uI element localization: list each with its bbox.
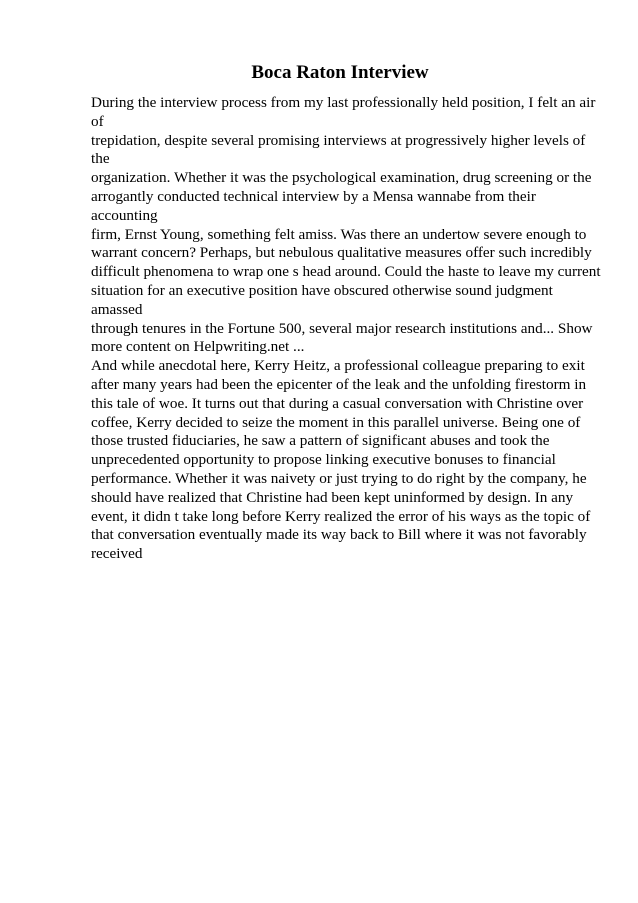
paragraph-1: During the interview process from my last professionally held position, I felt an air of trepidation, despite several promising interviews at progressively higher levels of the organization. Whether it was the psychological examination, drug screening or the arrogantly conducted technical interview by a Mensa wannabe from their accounting firm, Ernst Young, something felt amiss. Was there an undertow severe enough to warrant concern? Perhaps, but nebulous qualitative measures offer such incredibly difficult phenomena to wrap one s head around. Could the haste to leave my current situation for an executive position have obscured otherwise sound judgment amassed through tenures in the Fortune 500, several major research institutions and... Show more content on Helpwriting.net ...	[91, 94, 601, 356]
paragraph-2: And while anecdotal here, Kerry Heitz, a professional colleague preparing to exit after many years had been the epicenter of the leak and the unfolding firestorm in this tale of woe. It turns out that during a casual conversation with Christine over coffee, Kerry decided to seize the moment in this parallel universe. Being one of those trusted fiduciaries, he saw a pattern of significant abuses and took the unprecedented opportunity to propose linking executive bonuses to financial performance. Whether it was naivety or just trying to do right by the company, he should have realized that Christine had been kept uninformed by design. In any event, it didn t take long before Kerry realized the error of his ways as the topic of that conversation eventually made its way back to Bill where it was not favorably received	[91, 357, 591, 563]
document-title: Boca Raton Interview	[251, 62, 429, 83]
document-body	[91, 94, 601, 564]
